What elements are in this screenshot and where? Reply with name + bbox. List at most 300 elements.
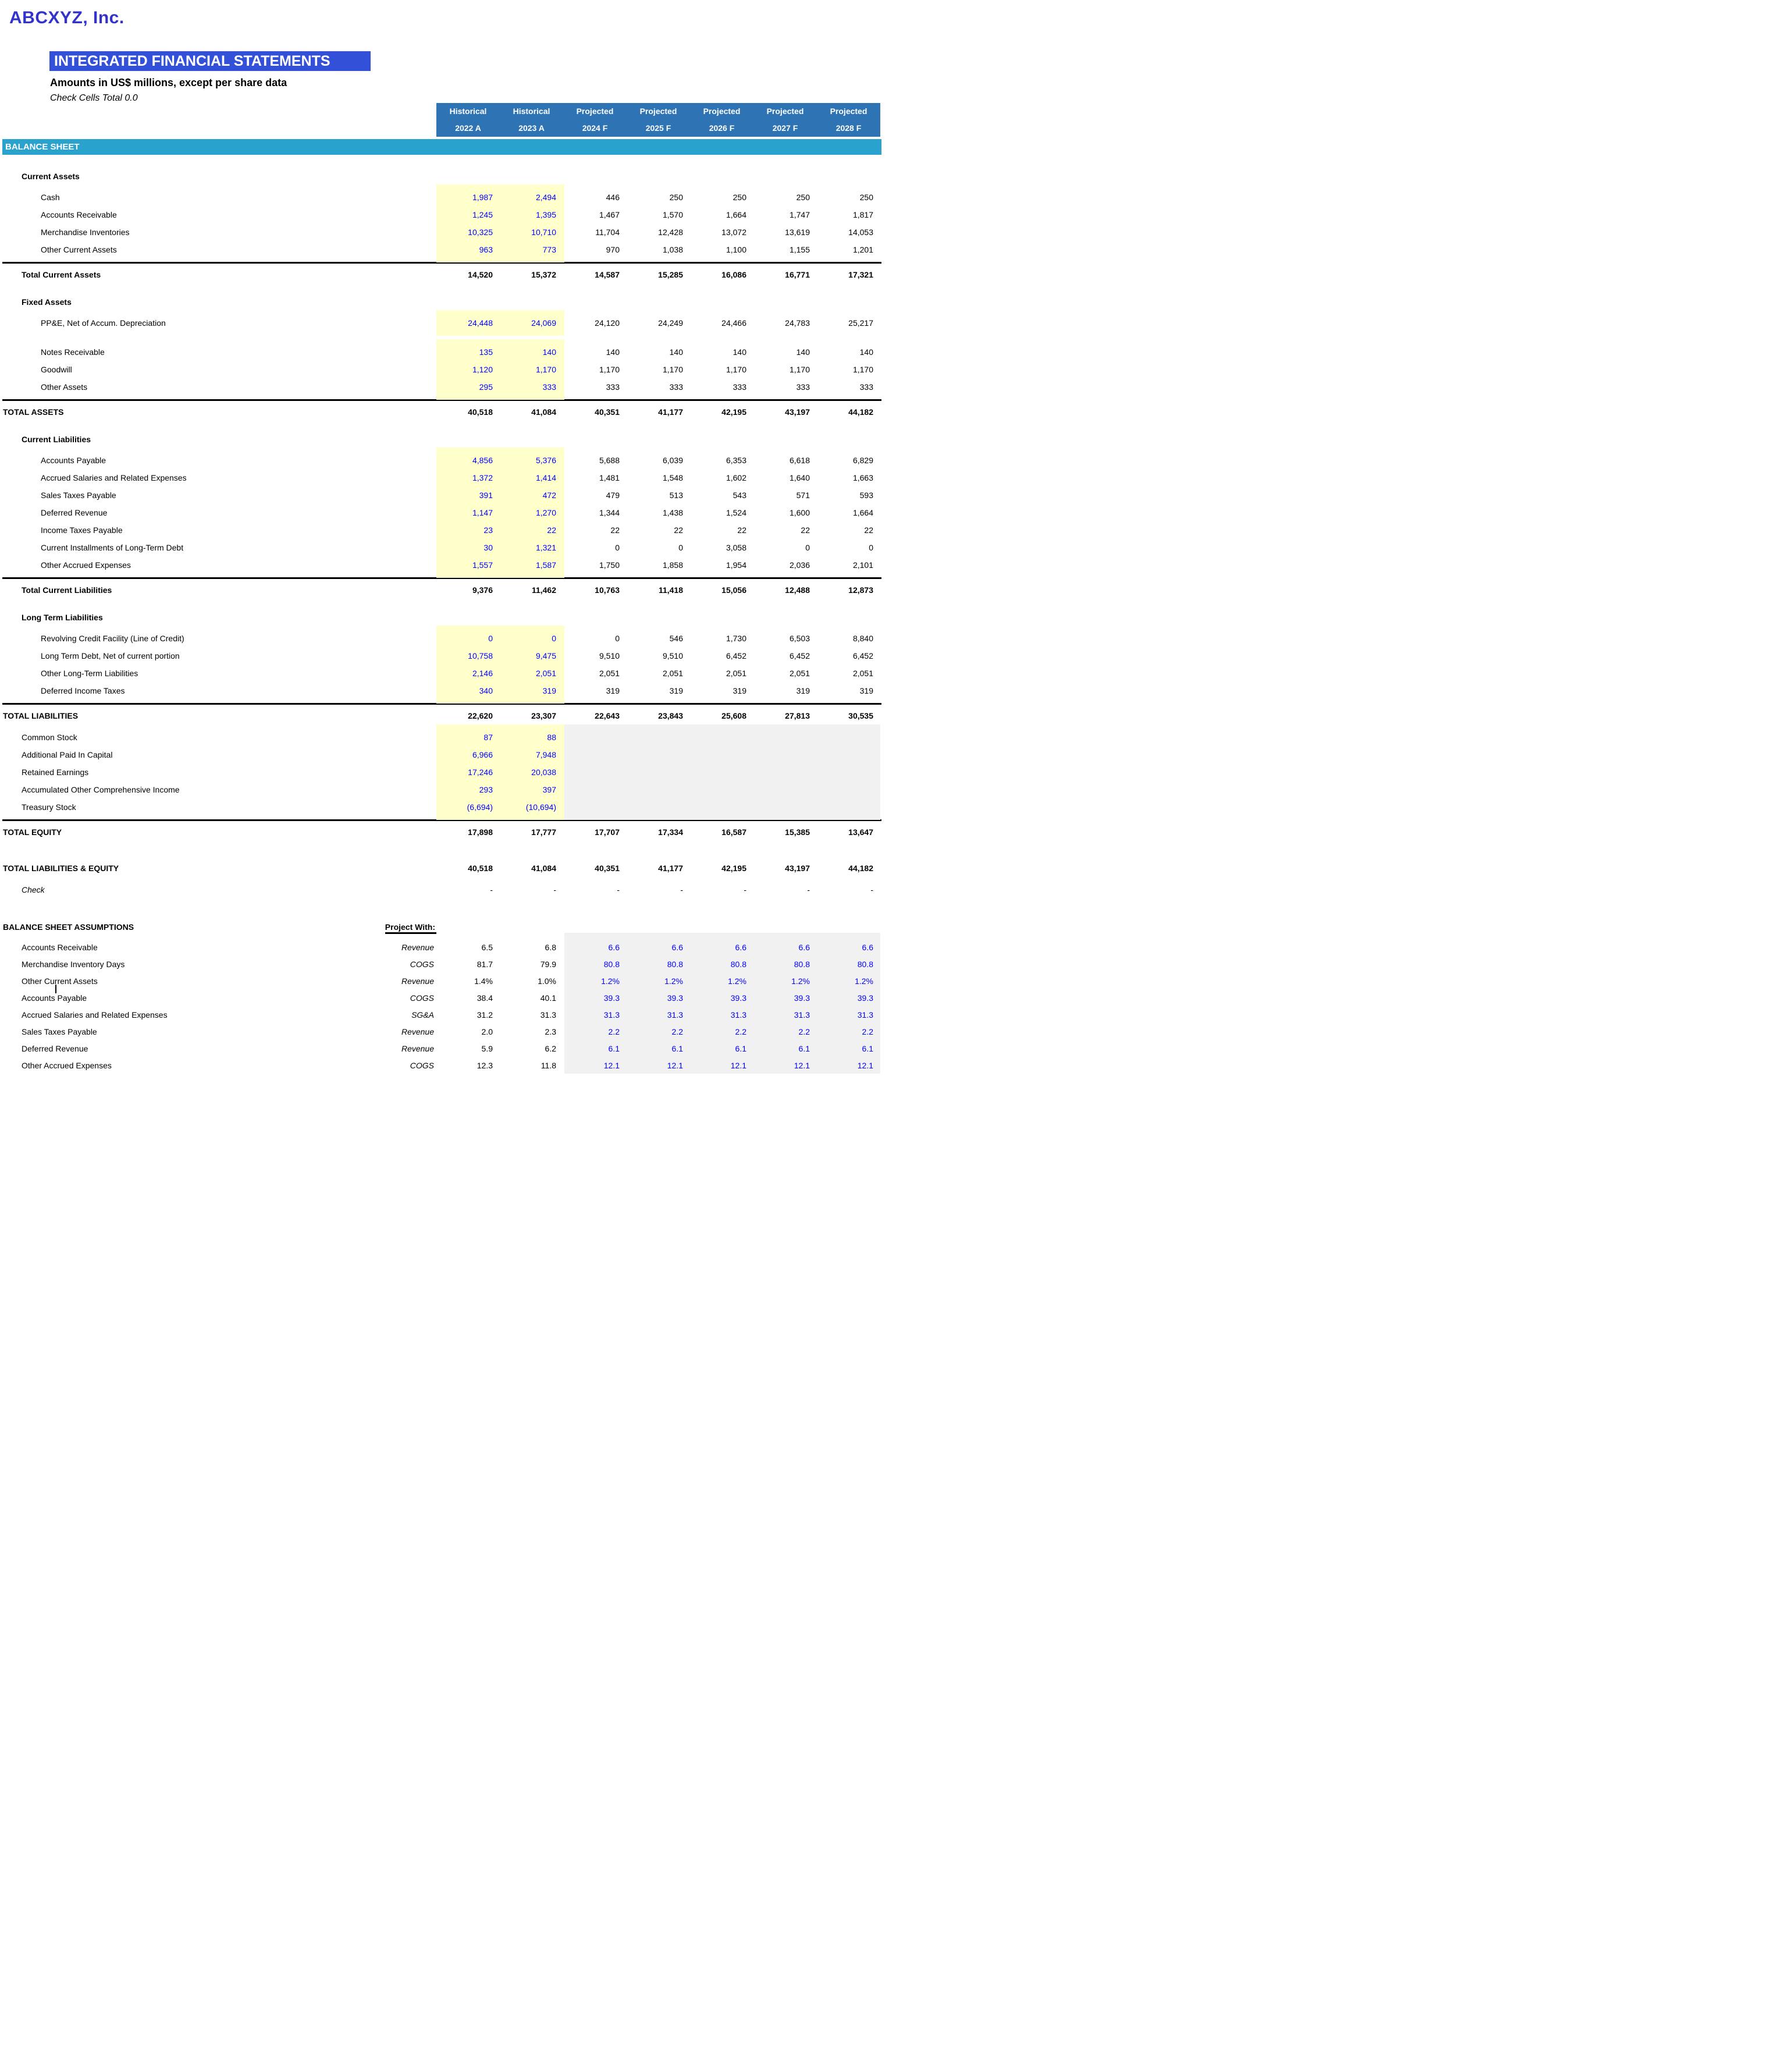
table-row [0,361,896,378]
value-cell: 1,548 [662,473,683,482]
value-cell: 593 [859,491,873,500]
value-cell: 10,758 [468,651,493,660]
value-cell: 1,987 [472,193,493,202]
value-cell: 571 [796,491,810,500]
section-heading-row [0,609,896,626]
value-cell: 0 [488,634,493,643]
value-cell: 319 [606,686,620,695]
assumption-value-cell: 2.2 [671,1026,683,1036]
value-cell: 140 [733,347,746,357]
assumption-value-cell: 2.2 [735,1026,746,1036]
value-cell: 43,197 [785,407,810,417]
value-cell: 1,663 [852,473,873,482]
assumption-value-cell: 6.8 [545,942,556,952]
value-cell: 10,325 [468,228,493,237]
value-cell: 40,518 [468,864,493,873]
value-cell: 1,170 [599,365,620,374]
section-heading: Current Assets [22,172,80,181]
value-cell: 513 [669,491,683,500]
table-row [0,343,896,361]
assumption-value-cell: 1.2% [664,976,683,986]
value-cell: 1,170 [726,365,746,374]
value-cell: 1,201 [852,245,873,254]
value-cell: 1,170 [852,365,873,374]
value-cell: 397 [542,785,556,794]
value-cell: 16,771 [785,270,810,279]
assumption-value-cell: 12.1 [857,1060,873,1070]
table-row [0,630,896,647]
column-period: Projected [639,106,677,116]
value-cell: 0 [552,634,556,643]
table-row [0,452,896,469]
value-cell: 140 [796,347,810,357]
assumption-value-cell: 2.3 [545,1026,556,1036]
row-label: Other Long-Term Liabilities [41,669,138,678]
value-cell: 15,372 [531,270,556,279]
value-cell: 13,647 [848,827,873,837]
value-cell: 1,155 [789,245,810,254]
assumption-value-cell: 31.3 [540,1010,556,1020]
value-cell: 88 [547,733,556,742]
assumption-row [0,1006,896,1023]
value-cell: 24,783 [785,318,810,328]
value-cell: 2,051 [789,669,810,678]
assumption-value-cell: 5.9 [481,1043,493,1053]
assumption-value-cell: 1.2% [791,976,810,986]
value-cell: 23 [483,525,493,535]
value-cell: 1,245 [472,210,493,219]
assumption-row [0,972,896,989]
assumption-value-cell: 31.3 [730,1010,746,1020]
section-heading: Fixed Assets [22,297,72,307]
value-cell: 295 [479,382,493,392]
assumption-label: Accrued Salaries and Related Expenses [22,1010,168,1020]
value-cell: 40,351 [595,407,620,417]
column-period: Projected [703,106,741,116]
value-cell: 250 [859,193,873,202]
value-cell: 9,475 [535,651,556,660]
value-cell: 17,707 [595,827,620,837]
value-cell: 333 [796,382,810,392]
value-cell: 2,051 [662,669,683,678]
column-year: 2028 F [835,123,862,133]
value-cell: 15,385 [785,827,810,837]
value-cell: 1,395 [535,210,556,219]
value-cell: 1,570 [662,210,683,219]
row-label: Retained Earnings [22,768,89,777]
table-row [0,682,896,699]
assumption-driver: Revenue [401,1043,434,1053]
assumption-value-cell: 1.2% [601,976,620,986]
row-label: Other Accrued Expenses [41,560,131,570]
value-cell: 1,602 [726,473,746,482]
value-cell: 22 [547,525,556,535]
assumption-value-cell: 80.8 [667,959,683,969]
row-label: Long Term Debt, Net of current portion [41,651,180,660]
value-cell: 543 [733,491,746,500]
column-year: 2024 F [582,123,608,133]
value-cell: 773 [542,245,556,254]
value-cell: 17,321 [848,270,873,279]
value-cell: 2,051 [599,669,620,678]
value-cell: 8,840 [852,634,873,643]
value-cell: 0 [805,543,810,552]
assumptions-table [0,939,896,1074]
balance-sheet-table [0,168,896,898]
total-row [0,581,896,599]
assumption-value-cell: 2.2 [798,1026,810,1036]
value-cell: 1,858 [662,560,683,570]
assumption-driver: COGS [410,1060,434,1070]
value-cell: - [870,885,873,894]
assumption-label: Sales Taxes Payable [22,1026,97,1036]
assumption-value-cell: 6.6 [798,942,810,952]
value-cell: 9,510 [662,651,683,660]
value-cell: 23,307 [531,711,556,720]
table-row [0,746,896,763]
assumption-value-cell: 31.3 [857,1010,873,1020]
assumption-label-cell [0,943,436,952]
value-cell: 11,462 [531,585,556,595]
assumptions-title: BALANCE SHEET ASSUMPTIONS [3,922,134,932]
assumption-value-cell: 1.2% [728,976,746,986]
table-row [0,798,896,816]
assumption-value-cell: 6.6 [608,942,620,952]
value-cell: 319 [733,686,746,695]
value-cell: 14,053 [848,228,873,237]
value-cell: 2,051 [726,669,746,678]
value-cell: 24,448 [468,318,493,328]
balance-sheet-section-bar: BALANCE SHEET [2,139,881,155]
assumption-value-cell: 1.4% [474,976,493,986]
assumption-row [0,989,896,1006]
assumption-value-cell: 38.4 [477,993,493,1003]
value-cell: 391 [479,491,493,500]
row-label: PP&E, Net of Accum. Depreciation [41,318,166,328]
value-cell: 472 [542,491,556,500]
assumption-row [0,939,896,955]
assumption-row [0,1057,896,1074]
value-cell: 17,898 [468,827,493,837]
assumption-row [0,955,896,972]
value-cell: 333 [542,382,556,392]
value-cell: 250 [796,193,810,202]
assumption-driver: Revenue [401,1026,434,1036]
assumption-value-cell: 6.6 [862,942,873,952]
column-year: 2023 A [518,123,545,133]
value-cell: 14,587 [595,270,620,279]
value-cell: 1,270 [535,508,556,517]
value-cell: 40,518 [468,407,493,417]
value-cell: 11,418 [658,585,683,595]
value-cell: 11,704 [595,228,620,237]
assumption-value-cell: 2.0 [481,1026,493,1036]
input-group [0,630,896,699]
value-cell: 1,170 [789,365,810,374]
value-cell: 1,664 [852,508,873,517]
value-cell: - [617,885,620,894]
value-cell: 333 [859,382,873,392]
value-cell: 22 [737,525,746,535]
total-row [0,265,896,284]
total-label: TOTAL LIABILITIES & EQUITY [3,864,119,873]
column-year: 2027 F [772,123,798,133]
assumption-value-cell: 11.8 [541,1060,556,1070]
column-period: Projected [576,106,614,116]
value-cell: 1,730 [726,634,746,643]
value-cell: 2,146 [472,669,493,678]
assumption-value-cell: 39.3 [667,993,683,1003]
value-cell: 2,051 [535,669,556,678]
assumption-label-cell [0,1044,436,1053]
input-group [0,314,896,332]
assumption-label: Deferred Revenue [22,1043,88,1053]
assumption-value-cell: 31.3 [667,1010,683,1020]
value-cell: 23,843 [658,711,683,720]
total-label: Total Current Assets [22,270,101,279]
table-row [0,469,896,486]
assumption-label-cell [0,993,436,1003]
value-cell: 25,608 [721,711,746,720]
assumption-value-cell: 1.2% [855,976,873,986]
value-cell: 1,038 [662,245,683,254]
column-header [817,103,880,137]
row-label: Revolving Credit Facility (Line of Credit) [41,634,184,643]
value-cell: 140 [859,347,873,357]
total-row [0,859,896,878]
value-cell: 1,524 [726,508,746,517]
value-cell: 30 [483,543,493,552]
value-cell: - [680,885,683,894]
value-cell: 6,829 [852,456,873,465]
value-cell: 970 [606,245,620,254]
assumption-driver: COGS [410,993,434,1003]
column-period: Projected [766,106,804,116]
row-label: Current Installments of Long-Term Debt [41,543,184,552]
value-cell: 20,038 [531,768,556,777]
assumption-value-cell: 40.1 [540,993,556,1003]
table-row [0,521,896,539]
value-cell: 44,182 [848,864,873,873]
section-heading-row [0,431,896,448]
value-cell: 1,747 [789,210,810,219]
row-label: Accounts Payable [41,456,106,465]
value-cell: 250 [669,193,683,202]
table-row [0,189,896,206]
column-headers [436,103,880,137]
column-header [563,103,627,137]
value-cell: 319 [669,686,683,695]
row-label: Common Stock [22,733,77,742]
assumption-value-cell: 6.2 [545,1043,556,1053]
value-cell: 546 [669,634,683,643]
value-cell: 14,520 [468,270,493,279]
assumption-value-cell: 12.1 [667,1060,683,1070]
table-row [0,539,896,556]
assumption-value-cell: 39.3 [794,993,810,1003]
column-header [690,103,753,137]
table-row [0,223,896,241]
assumption-value-cell: 6.1 [608,1043,620,1053]
table-row [0,206,896,223]
value-cell: 6,452 [726,651,746,660]
total-row [0,823,896,841]
value-cell: 250 [733,193,746,202]
assumption-driver: Revenue [401,976,434,986]
value-cell: 87 [483,733,493,742]
report-banner: INTEGRATED FINANCIAL STATEMENTS [49,51,371,71]
value-cell: 1,170 [535,365,556,374]
value-cell: (6,694) [467,802,493,812]
row-label: Accumulated Other Comprehensive Income [22,785,180,794]
value-cell: 0 [615,543,620,552]
value-cell: 6,452 [852,651,873,660]
assumption-value-cell: 6.1 [735,1043,746,1053]
value-cell: 0 [678,543,683,552]
value-cell: 24,249 [658,318,683,328]
assumption-value-cell: 1.0% [538,976,556,986]
value-cell: 0 [615,634,620,643]
table-row [0,781,896,798]
value-cell: 6,353 [726,456,746,465]
assumption-value-cell: 39.3 [603,993,620,1003]
total-label: TOTAL ASSETS [3,407,64,417]
value-cell: 3,058 [726,543,746,552]
value-cell: - [744,885,746,894]
total-row [0,403,896,421]
value-cell: 1,467 [599,210,620,219]
value-cell: 1,321 [535,543,556,552]
assumption-row [0,1040,896,1057]
value-cell: 7,948 [535,750,556,759]
value-cell: 10,763 [595,585,620,595]
assumption-label-cell [0,1027,436,1036]
value-cell: 12,873 [848,585,873,595]
value-cell: 22 [801,525,810,535]
check-label: Check [22,885,45,894]
row-label: Deferred Revenue [41,508,108,517]
value-cell: 27,813 [785,711,810,720]
value-cell: 42,195 [721,407,746,417]
value-cell: 479 [606,491,620,500]
assumption-value-cell: 6.6 [671,942,683,952]
section-heading: Long Term Liabilities [22,613,103,622]
value-cell: 41,177 [658,864,683,873]
assumption-value-cell: 6.1 [798,1043,810,1053]
assumptions-header-row [0,919,896,936]
assumption-value-cell: 79.9 [540,959,556,969]
spreadsheet-page [0,0,896,1074]
total-label: Total Current Liabilities [22,585,112,595]
value-cell: 41,177 [658,407,683,417]
column-header [753,103,817,137]
value-cell: 963 [479,245,493,254]
row-label: Sales Taxes Payable [41,491,116,500]
value-cell: 1,372 [472,473,493,482]
column-header [500,103,563,137]
section-heading: Current Liabilities [22,435,91,444]
row-label: Income Taxes Payable [41,525,123,535]
row-label: Other Current Assets [41,245,117,254]
assumption-value-cell: 12.1 [794,1060,810,1070]
value-cell: 22,643 [595,711,620,720]
value-cell: 1,438 [662,508,683,517]
equity-group [0,729,896,816]
assumption-value-cell: 31.3 [603,1010,620,1020]
value-cell: 9,510 [599,651,620,660]
assumption-value-cell: 39.3 [857,993,873,1003]
value-cell: 4,856 [472,456,493,465]
column-header [436,103,500,137]
value-cell: 1,600 [789,508,810,517]
assumption-value-cell: 31.2 [477,1010,493,1020]
table-row [0,241,896,258]
table-row [0,763,896,781]
row-label: Accrued Salaries and Related Expenses [41,473,187,482]
value-cell: 22 [864,525,873,535]
value-cell: 1,817 [852,210,873,219]
total-row [0,706,896,725]
column-period: Historical [449,106,487,116]
value-cell: 6,966 [472,750,493,759]
row-label: Accounts Receivable [41,210,117,219]
value-cell: 9,376 [472,585,493,595]
value-cell: 5,688 [599,456,620,465]
value-cell: 333 [733,382,746,392]
assumption-value-cell: 6.6 [735,942,746,952]
value-cell: 1,954 [726,560,746,570]
company-title: ABCXYZ, Inc. [9,8,125,27]
assumption-value-cell: 6.1 [671,1043,683,1053]
value-cell: 1,100 [726,245,746,254]
value-cell: 1,120 [472,365,493,374]
assumption-label-cell [0,976,436,986]
assumption-value-cell: 12.3 [477,1060,493,1070]
row-label: Deferred Income Taxes [41,686,125,695]
assumption-value-cell: 80.8 [730,959,746,969]
value-cell: 17,334 [658,827,683,837]
table-row [0,729,896,746]
value-cell: 30,535 [848,711,873,720]
value-cell: 1,640 [789,473,810,482]
input-group [0,189,896,258]
value-cell: 16,587 [721,827,746,837]
assumption-value-cell: 80.8 [603,959,620,969]
assumption-label: Accounts Receivable [22,942,98,952]
section-heading-row [0,168,896,185]
value-cell: 1,147 [472,508,493,517]
value-cell: 340 [479,686,493,695]
row-label: Notes Receivable [41,347,105,357]
value-cell: 42,195 [721,864,746,873]
input-group [0,343,896,396]
assumption-value-cell: 80.8 [857,959,873,969]
column-year: 2025 F [645,123,671,133]
value-cell: 1,557 [472,560,493,570]
check-cells-note: Check Cells Total 0.0 [50,93,138,103]
value-cell: 0 [869,543,873,552]
value-cell: 333 [606,382,620,392]
value-cell: 1,587 [535,560,556,570]
value-cell: 22 [610,525,620,535]
value-cell: 5,376 [535,456,556,465]
table-row [0,378,896,396]
value-cell: 17,246 [468,768,493,777]
row-label: Merchandise Inventories [41,228,130,237]
value-cell: 6,039 [662,456,683,465]
units-note: Amounts in US$ millions, except per share data [50,77,287,88]
value-cell: (10,694) [525,802,556,812]
